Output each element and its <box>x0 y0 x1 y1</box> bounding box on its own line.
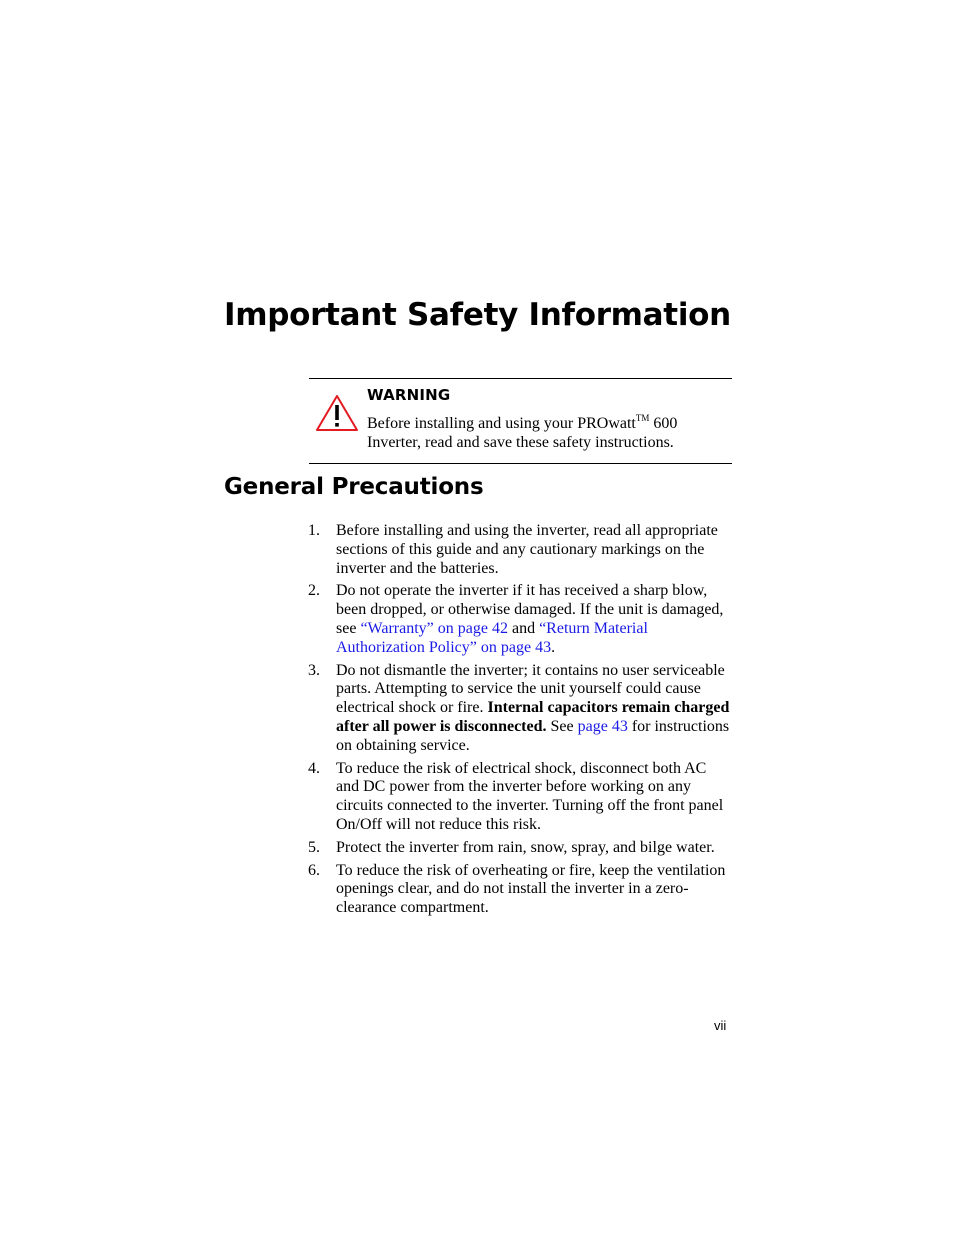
list-item-text: Protect the inverter from rain, snow, spray, and bilge water. <box>336 838 715 856</box>
list-item-text: To reduce the risk of electrical shock, disconnect both AC and DC power from the inverter before working on any circuits connected to the inverter. Turning off the front panel On/Off will not reduce this risk. <box>336 759 724 833</box>
page-number: vii <box>714 1018 727 1033</box>
list-item-text: Before installing and using the inverter, read all appropriate sections of this guide and any cautionary markings on the inverter and the batteries. <box>336 522 718 577</box>
list-item <box>308 862 732 918</box>
list-number: 3. <box>308 661 320 679</box>
trademark-mark: TM <box>635 413 650 423</box>
page-43-link[interactable]: page 43 <box>577 717 628 735</box>
precautions-list <box>308 522 732 922</box>
warning-text <box>367 414 727 452</box>
rma-policy-link[interactable]: “Return Material Authorization Policy” on page 43 <box>336 619 648 656</box>
list-item <box>308 582 732 657</box>
warranty-link[interactable]: “Warranty” on page 42 <box>360 619 508 637</box>
list-item <box>308 662 732 756</box>
list-number: 6. <box>308 861 320 879</box>
list-number: 1. <box>308 522 320 539</box>
capacitor-warning-bold: Internal capacitors remain charged after all power is disconnected. <box>336 699 730 735</box>
section-heading: General Precautions <box>224 474 484 500</box>
list-number: 5. <box>308 838 320 856</box>
list-item-text: See <box>546 717 578 735</box>
list-item-text: Do not operate the inverter if it has received a sharp blow, been dropped, or otherwise damaged. If the unit is damaged, see <box>336 582 724 637</box>
list-item-text: Do not dismantle the inverter; it contains no user serviceable parts. Attempting to service the unit yourself could cause electrical shock or fire. <box>336 661 725 717</box>
warning-label: WARNING <box>367 386 451 404</box>
warning-box <box>309 378 732 464</box>
page-title: Important Safety Information <box>224 297 731 333</box>
list-item-text: To reduce the risk of overheating or fire, keep the ventilation openings clear, and do not install the inverter in a zero-clearance compartment. <box>336 861 726 917</box>
list-item-text: . <box>551 638 556 656</box>
list-item <box>308 760 732 835</box>
list-number: 4. <box>308 759 320 777</box>
warning-triangle-icon <box>315 394 359 432</box>
warning-text-start: Before installing and using your PROwatt <box>367 415 636 432</box>
list-item-text: for instructions on obtaining service. <box>336 717 730 754</box>
list-item <box>308 839 732 858</box>
warning-text-end: 600 Inverter, read and save these safety instructions. <box>367 415 678 451</box>
list-number: 2. <box>308 582 320 600</box>
list-item <box>308 522 732 578</box>
list-item-text: and <box>507 619 540 637</box>
